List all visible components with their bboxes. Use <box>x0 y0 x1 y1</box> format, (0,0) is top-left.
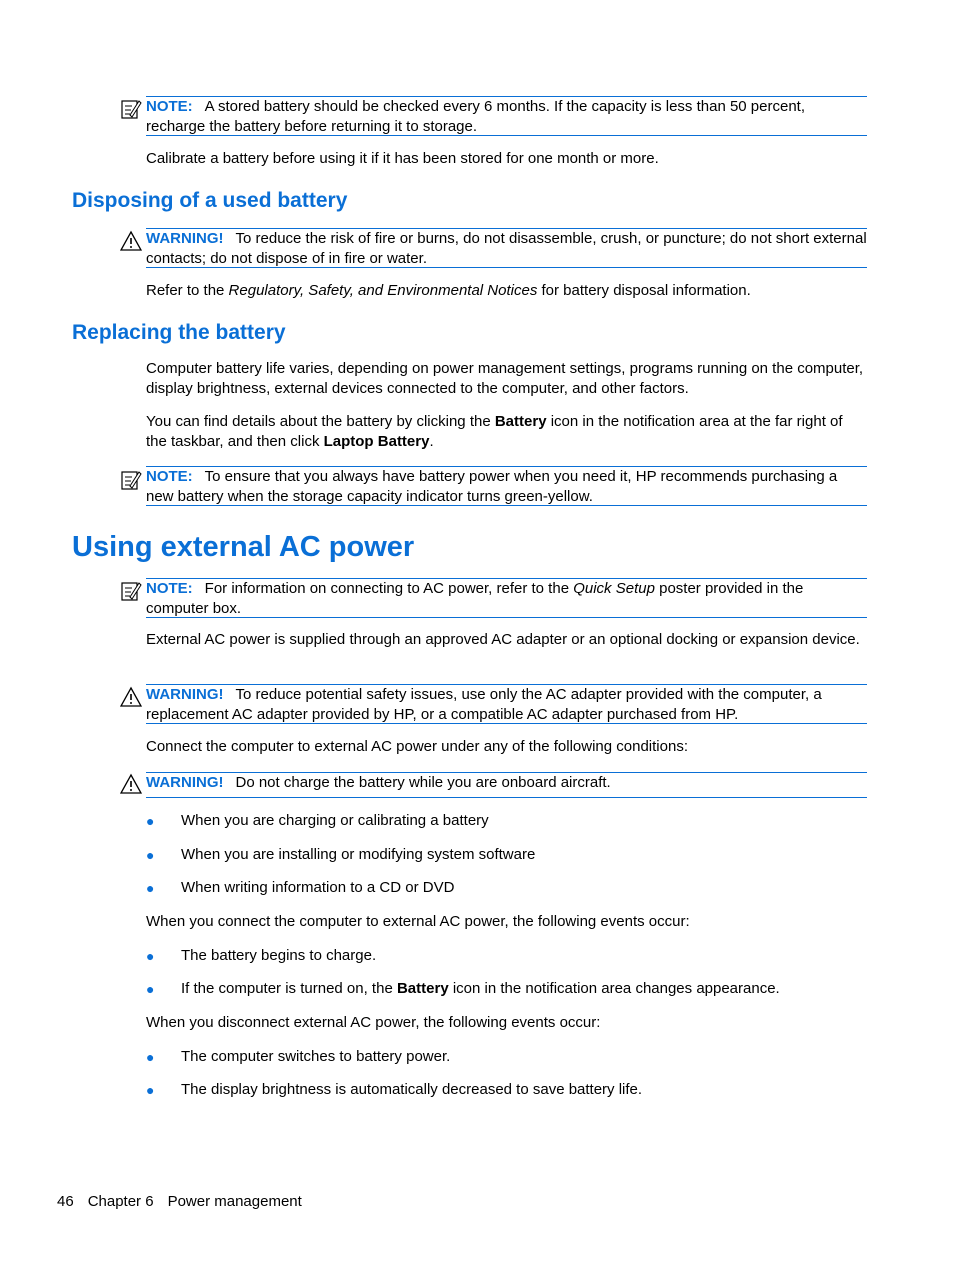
warning-icon <box>120 686 142 708</box>
section-heading: Disposing of a used battery <box>72 189 348 212</box>
bullet-icon: ● <box>146 1049 155 1065</box>
section-heading: Replacing the battery <box>72 321 286 344</box>
warning-label: WARNING! <box>146 686 224 703</box>
note-icon <box>120 469 142 491</box>
page-footer <box>57 1192 316 1212</box>
bold-term: Battery <box>396 980 449 997</box>
bullet-icon: ● <box>146 880 155 896</box>
note-label: NOTE: <box>146 468 193 485</box>
bold-term: Laptop Battery <box>323 433 430 450</box>
chapter-section-title: Using external AC power <box>72 531 415 563</box>
bullet-icon: ● <box>146 813 155 829</box>
text-run: icon in the notification area changes appearance. <box>448 980 780 997</box>
paragraph: Calibrate a battery before using it if it has been stored for one month or more. <box>146 150 659 167</box>
list-item-text: The computer switches to battery power. <box>181 1048 451 1065</box>
page-number: 46 <box>57 1193 74 1210</box>
text-run: . <box>429 433 434 450</box>
paragraph: When you connect the computer to external AC power, the following events occur: <box>146 913 690 930</box>
bullet-icon: ● <box>146 1082 155 1098</box>
bullet-icon: ● <box>146 981 155 997</box>
note-label: NOTE: <box>146 98 193 115</box>
emphasis: Regulatory, Safety, and Environmental Notices <box>228 282 538 299</box>
warning-icon <box>120 773 142 795</box>
note-label: NOTE: <box>146 580 193 597</box>
paragraph: Connect the computer to external AC power under any of the following conditions: <box>146 738 688 755</box>
paragraph: Computer battery life varies, depending on power management settings, programs running on the computer, display brightness, external devices connected to the computer, and other factors. <box>146 360 864 397</box>
text-run: You can find details about the battery by clicking the <box>146 413 495 430</box>
warning-label: WARNING! <box>146 230 224 247</box>
chapter-label: Chapter 6 <box>87 1193 154 1210</box>
text-run: for battery disposal information. <box>537 282 751 299</box>
warning-callout <box>146 228 867 268</box>
paragraph: When you disconnect external AC power, the following events occur: <box>146 1014 601 1031</box>
list-item-text: When you are charging or calibrating a battery <box>181 812 489 829</box>
note-callout <box>146 578 867 618</box>
warning-callout <box>146 772 867 798</box>
note-text: To ensure that you always have battery power when you need it, HP recommends purchasing a new battery when the storage capacity indicator turns green-yellow. <box>146 468 838 505</box>
note-icon <box>120 580 142 602</box>
list-item-text: The display brightness is automatically decreased to save battery life. <box>181 1081 643 1098</box>
list-item-text <box>181 979 780 999</box>
emphasis: Quick Setup <box>573 580 655 597</box>
paragraph <box>146 281 867 301</box>
note-callout <box>146 466 867 506</box>
text-run: For information on connecting to AC power, refer to the <box>204 580 574 597</box>
warning-callout <box>146 684 867 724</box>
warning-icon <box>120 230 142 252</box>
text-run: poster provided in the computer box. <box>146 580 804 617</box>
text-run: Refer to the <box>146 282 229 299</box>
paragraph: External AC power is supplied through an approved AC adapter or an optional docking or expansion device. <box>146 631 860 648</box>
bullet-icon: ● <box>146 948 155 964</box>
list-item-text: When writing information to a CD or DVD <box>181 879 455 896</box>
warning-text: Do not charge the battery while you are onboard aircraft. <box>235 774 611 791</box>
note-icon <box>120 98 142 120</box>
warning-text: To reduce the risk of fire or burns, do not disassemble, crush, or puncture; do not short external contacts; do not dispose of in fire or water. <box>146 230 867 267</box>
paragraph <box>146 412 867 452</box>
chapter-title: Power management <box>167 1193 302 1210</box>
warning-text: To reduce potential safety issues, use only the AC adapter provided with the computer, a replacement AC adapter provided by HP, or a compatible AC adapter purchased from HP. <box>146 686 822 723</box>
note-text: A stored battery should be checked every 6 months. If the capacity is less than 50 percent, recharge the battery before returning it to storage. <box>146 98 806 135</box>
list-item-text: The battery begins to charge. <box>181 947 377 964</box>
text-run: icon in the notification area at the far right of the taskbar, and then click <box>146 413 843 450</box>
list-item-text: When you are installing or modifying system software <box>181 846 536 863</box>
text-run: If the computer is turned on, the <box>181 980 397 997</box>
note-callout <box>146 96 867 136</box>
bullet-icon: ● <box>146 847 155 863</box>
bold-term: Battery <box>494 413 547 430</box>
warning-label: WARNING! <box>146 774 224 791</box>
